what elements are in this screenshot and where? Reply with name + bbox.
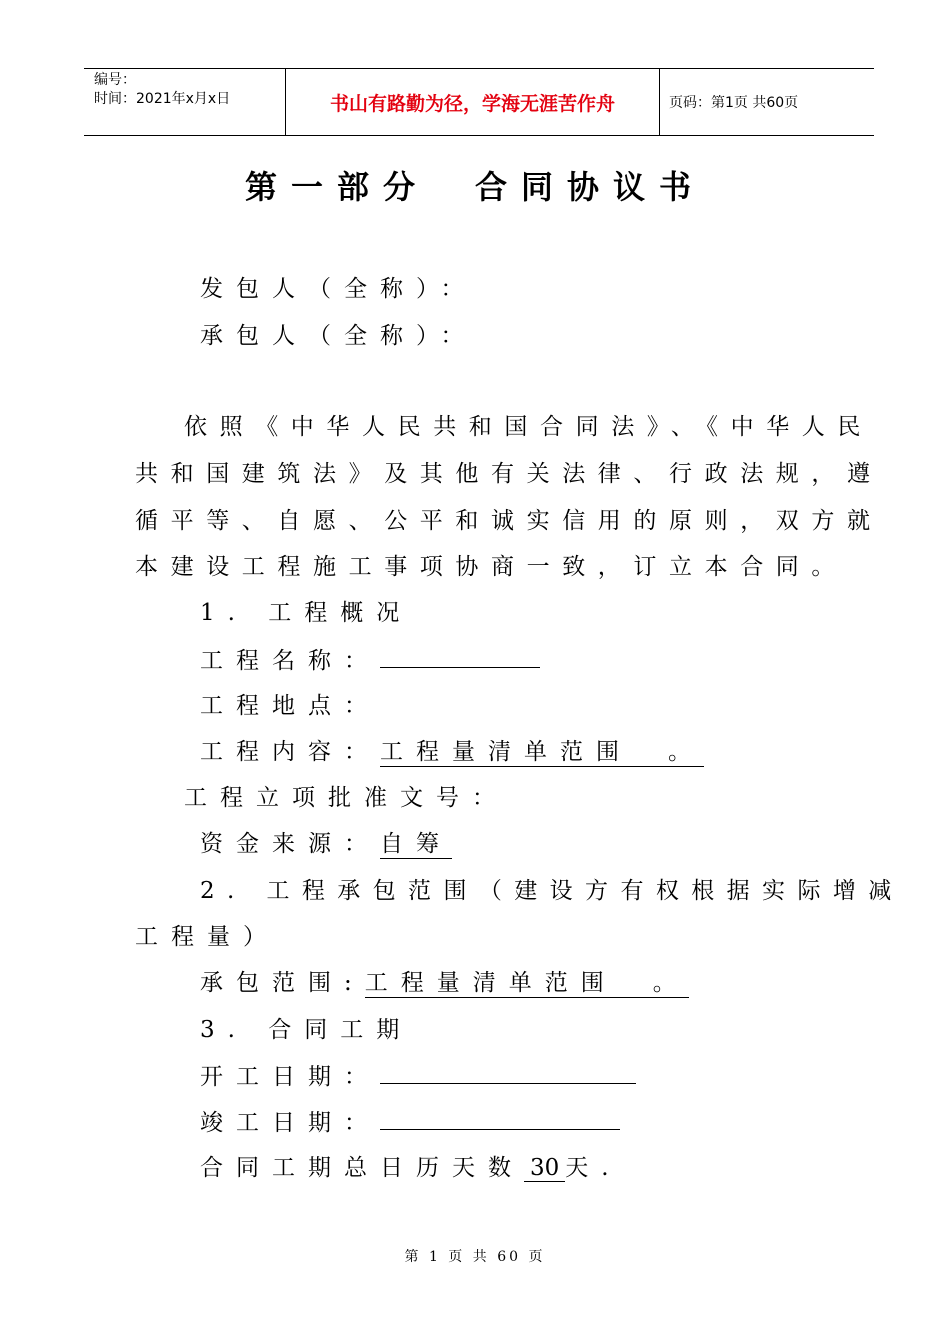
start-date-label: 开工日期： — [200, 1064, 380, 1090]
section1-heading: 1. 工程概况 — [200, 600, 413, 626]
total-days-prefix: 合同工期总日历天数 — [200, 1155, 524, 1181]
start-date-blank — [380, 1057, 636, 1084]
time-label: 时间：2021年x月x日 — [94, 91, 231, 107]
scope-label: 承包范围: — [200, 970, 365, 996]
header-meta-cell — [84, 69, 286, 135]
intro-line-1: 依照《中华人民共和国合同法》、《中华人民 — [184, 414, 873, 440]
header-table — [84, 68, 874, 136]
contractor-line: 承包人（全称）： — [200, 323, 477, 349]
employer-line: 发包人（全称）： — [200, 276, 477, 302]
project-name-blank — [380, 641, 540, 668]
intro-line-2: 共和国建筑法》及其他有关法律、行政法规，遵 — [135, 461, 883, 487]
project-content-value: 工程量清单范围 。 — [380, 739, 704, 765]
header-motto: 书山有路勤为径，学海无涯苦作舟 — [286, 69, 660, 135]
project-content-label: 工程内容： — [200, 739, 380, 765]
section3-heading: 3. 合同工期 — [200, 1017, 413, 1043]
fund-source-label: 资金来源： — [200, 831, 380, 857]
approval-number-label: 工程立项批准文号： — [184, 785, 508, 811]
intro-line-3: 循平等、自愿、公平和诚实信用的原则，双方就 — [135, 508, 883, 534]
project-name-label: 工程名称： — [200, 648, 380, 674]
start-date-row — [200, 1057, 636, 1091]
header-page-info: 页码：第1页 共60页 — [669, 95, 799, 111]
fund-source-value: 自筹 — [380, 831, 452, 857]
project-content-row — [200, 733, 704, 766]
intro-line-4: 本建设工程施工事项协商一致，订立本合同。 — [135, 554, 847, 580]
number-label: 编号： — [94, 72, 136, 88]
total-days-value: 30 — [524, 1155, 565, 1182]
finish-date-label: 竣工日期： — [200, 1110, 380, 1136]
page-footer: 第 1 页 共 60 页 — [404, 1249, 546, 1265]
project-name-row — [200, 641, 540, 675]
total-days-suffix: 天. — [565, 1155, 622, 1181]
project-location-label: 工程地点： — [200, 693, 380, 719]
scope-row — [200, 964, 689, 997]
page-title: 第一部分 合同协议书 — [244, 168, 705, 206]
scope-value: 工程量清单范围 。 — [364, 970, 689, 996]
finish-date-row — [200, 1103, 620, 1137]
section2-heading-line1: 2. 工程承包范围（建设方有权根据实际增减 — [200, 878, 904, 904]
total-days-row — [200, 1149, 622, 1182]
fund-source-row — [200, 825, 452, 858]
finish-date-blank — [380, 1103, 620, 1130]
section2-heading-line2: 工程量） — [135, 924, 279, 950]
